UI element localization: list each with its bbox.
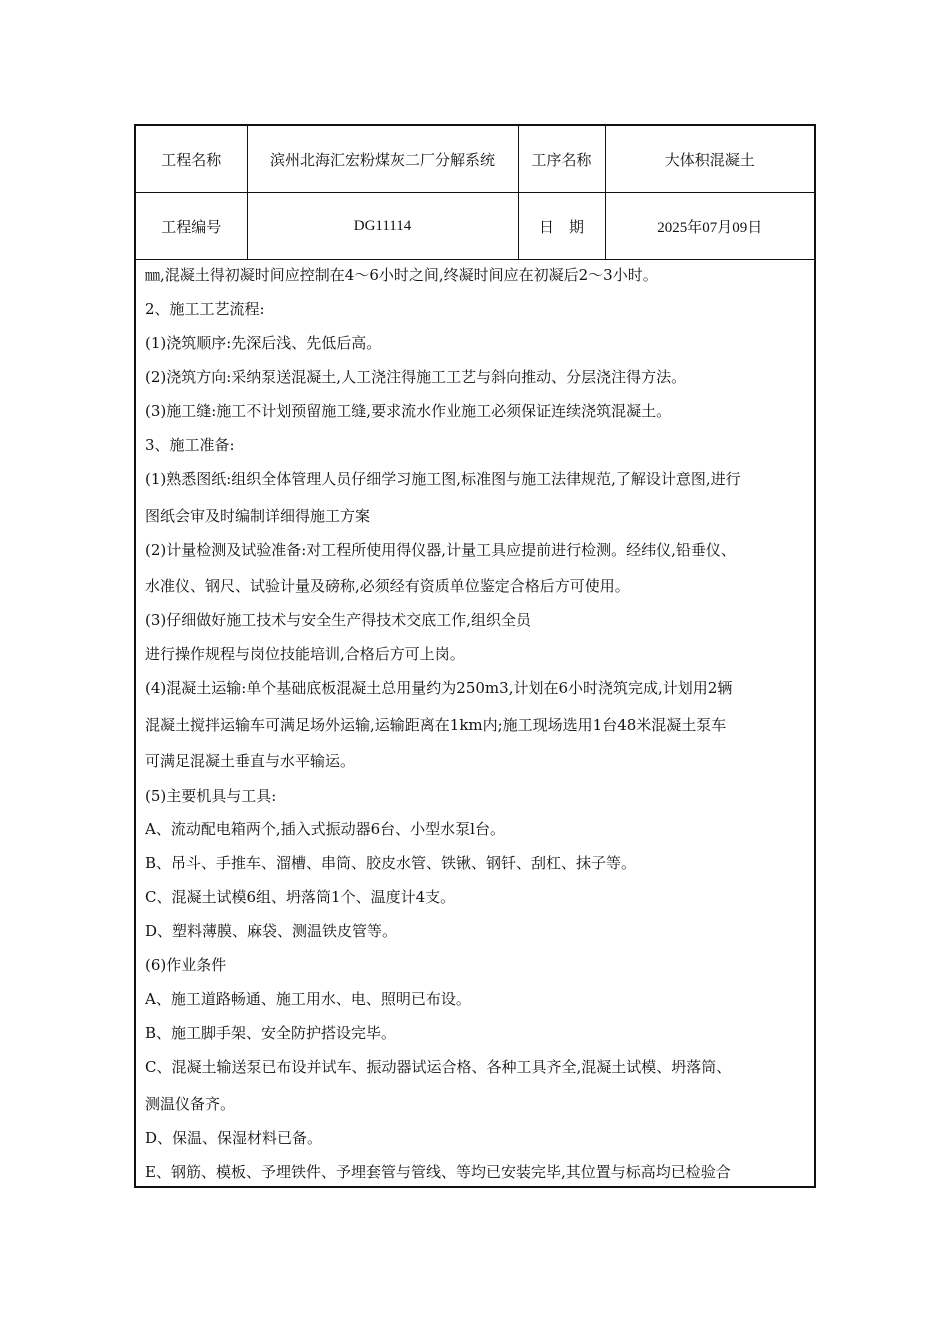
project-name-value: 滨州北海汇宏粉煤灰二厂分解系统 bbox=[247, 126, 518, 193]
header-row-project bbox=[136, 126, 814, 193]
body-line: (2)计量检测及试验准备:对工程所使用得仪器,计量工具应提前进行检测。经纬仪,铅垂仪、 bbox=[145, 541, 736, 559]
document-sheet bbox=[134, 124, 816, 1188]
body-line: 水准仪、钢尺、试验计量及磅称,必须经有资质单位鉴定合格后方可使用。 bbox=[145, 577, 630, 595]
body-line: (2)浇筑方向:采纳泵送混凝土,人工浇注得施工工艺与斜向推动、分层浇注得方法。 bbox=[145, 368, 687, 386]
date-label: 日 期 bbox=[518, 193, 605, 260]
date-value: 2025年07月09日 bbox=[605, 193, 814, 260]
body-line: 进行操作规程与岗位技能培训,合格后方可上岗。 bbox=[145, 645, 465, 663]
body-line: (4)混凝土运输:单个基础底板混凝土总用量约为250m3,计划在6小时浇筑完成,计划用2辆 bbox=[145, 679, 733, 697]
header-table bbox=[136, 126, 814, 260]
body-line: E、钢筋、模板、予埋铁件、予埋套管与管线、等均已安装完毕,其位置与标高均已检验合 bbox=[145, 1163, 731, 1181]
body-line: ㎜,混凝土得初凝时间应控制在4～6小时之间,终凝时间应在初凝后2～3小时。 bbox=[145, 266, 658, 284]
process-name-label: 工序名称 bbox=[518, 126, 605, 193]
project-no-label: 工程编号 bbox=[136, 193, 247, 260]
body-line: (1)浇筑顺序:先深后浅、先低后高。 bbox=[145, 334, 382, 352]
body-line: (6)作业条件 bbox=[145, 956, 227, 974]
body-line: (5)主要机具与工具: bbox=[145, 787, 277, 805]
project-no-value: DG11114 bbox=[247, 193, 518, 260]
body-line: 3、施工准备: bbox=[145, 436, 235, 454]
body-line: B、吊斗、手推车、溜槽、串筒、胶皮水管、铁锹、钢钎、刮杠、抹子等。 bbox=[145, 854, 637, 872]
project-name-label: 工程名称 bbox=[136, 126, 247, 193]
body-line: A、流动配电箱两个,插入式振动器6台、小型水泵l台。 bbox=[145, 820, 505, 838]
body-line: 测温仪备齐。 bbox=[145, 1095, 236, 1113]
body-line: C、混凝土输送泵已布设并试车、振动器试运合格、各种工具齐全,混凝土试模、坍落筒、 bbox=[145, 1058, 732, 1076]
body-line: 混凝土搅拌运输车可满足场外运输,运输距离在1km内;施工现场选用1台48米混凝土泵车 bbox=[145, 716, 727, 734]
body-line: (3)仔细做好施工技术与安全生产得技术交底工作,组织全员 bbox=[145, 611, 532, 629]
body-line: (3)施工缝:施工不计划预留施工缝,要求流水作业施工必须保证连续浇筑混凝土。 bbox=[145, 402, 672, 420]
header-row-number bbox=[136, 193, 814, 260]
body-line: D、保温、保湿材料已备。 bbox=[145, 1129, 323, 1147]
body-line: 可满足混凝土垂直与水平输运。 bbox=[145, 752, 356, 770]
body-line: D、塑料薄膜、麻袋、测温铁皮管等。 bbox=[145, 922, 398, 940]
process-name-value: 大体积混凝土 bbox=[605, 126, 814, 193]
body-line: B、施工脚手架、安全防护搭设完毕。 bbox=[145, 1024, 397, 1042]
body-line: C、混凝土试模6组、坍落筒1个、温度计4支。 bbox=[145, 888, 456, 906]
body-line: 2、施工工艺流程: bbox=[145, 300, 265, 318]
body-line: A、施工道路畅通、施工用水、电、照明已布设。 bbox=[145, 990, 471, 1008]
body-line: (1)熟悉图纸:组织全体管理人员仔细学习施工图,标准图与施工法律规范,了解设计意图,进行 bbox=[145, 470, 741, 488]
body-line: 图纸会审及时编制详细得施工方案 bbox=[145, 507, 371, 525]
